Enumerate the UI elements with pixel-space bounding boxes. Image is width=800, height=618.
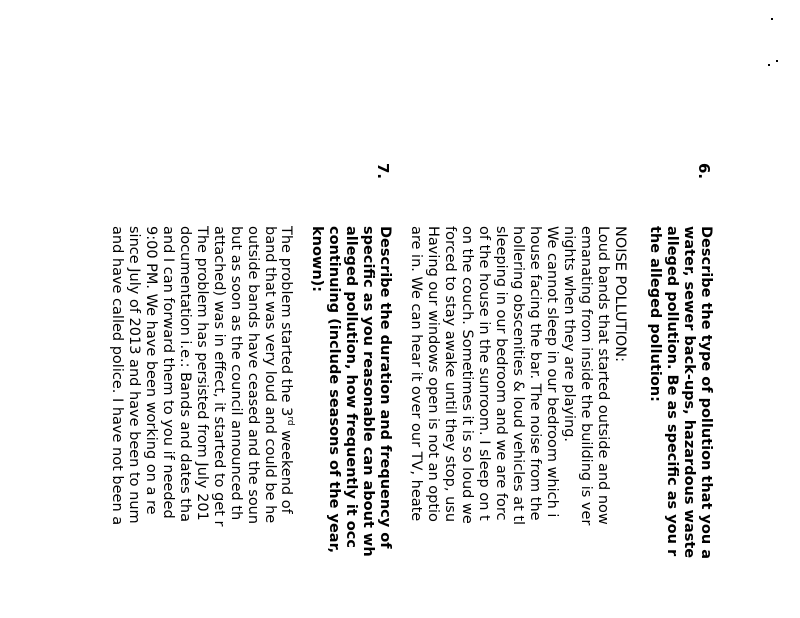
section-7-answer-line-6: The problem has persisted from July 201 [194,226,210,521]
section-7-question-line-4: continuing (include seasons of the year, [326,226,342,554]
ordinal-suffix: rd [285,416,295,426]
section-7-answer-line-7: documentation i.e.: Bands and dates tha [177,226,193,522]
section-6-question-line-3: alleged pollution. Be as specific as you r [664,226,680,557]
section-7-answer-line-11: and have called police. I have not been a [109,226,125,526]
section-6-number: 6. [695,163,713,180]
section-6-answer-line-7: sleeping in our bedroom and we are forc [493,226,509,521]
section-6-question-line-4: the alleged pollution: [647,226,663,402]
section-7-answer-line-2: band that was very loud and could be he [262,226,278,524]
section-7-answer-line-1-start: The problem started the 3 [278,226,295,417]
section-7-answer-line-1 [279,226,294,514]
section-6-answer-line-11: Having our windows open is not an optio [425,226,441,522]
scan-speck [771,18,773,20]
section-6-answer-line-5: house facing the bar. The noise from the [527,226,543,521]
section-7-answer-line-8: and I can forward them to you if needed [160,226,176,519]
section-6-answer-line-1: Loud bands that started outside and now [595,226,611,525]
rotated-form-content [98,0,722,618]
section-6-answer-line-4: We cannot sleep in our bedroom which i [544,226,560,518]
scan-speck [776,60,778,62]
section-7-answer-line-5: attached) was in effect, it started to get r [211,226,227,527]
section-6-answer-line-6: hollering obscenities & loud vehicles at tl [510,226,526,526]
section-6-answer-line-9: on the couch. Sometimes it is so loud we [459,226,475,524]
section-7-question-line-2: specific as you reasonable can about wh [360,226,376,557]
section-7-question-line-5: known): [309,226,325,293]
section-6-question-line-2: water, sewer back-ups, hazardous waste [681,226,697,559]
section-6-question-line-1: Describe the type of pollution that you a [698,226,714,560]
section-6-answer-heading: NOISE POLLUTION: [612,226,628,362]
section-7-question-line-1: Describe the duration and frequency of [377,226,393,549]
section-7-answer-line-9: 9:00 PM. We have been working on a re [143,226,159,515]
scan-speck [768,64,770,66]
section-7-answer-line-3: outside bands have ceased and the soun [245,226,261,525]
section-7-answer-line-1-end: weekend of [278,425,295,514]
section-7-question-line-3: alleged pollution, how frequently it occ [343,226,359,548]
section-7-answer-line-4: but as soon as the council announced th [228,226,244,521]
section-6-answer-line-12: are in. We can hear it over our TV, heate [408,226,424,522]
section-6-answer-line-8: of the house in the sunroom. I sleep on t [476,226,492,521]
section-7-answer-line-10: since July of 2013 and have been to num [126,226,142,524]
section-7-number: 7. [374,163,392,180]
section-6-answer-line-2: emanating from inside the building is ver [578,226,594,526]
section-6-answer-line-10: forced to stay awake until they stop, usu [442,226,458,523]
section-6-answer-line-3: nights when they are playing. [561,226,577,443]
